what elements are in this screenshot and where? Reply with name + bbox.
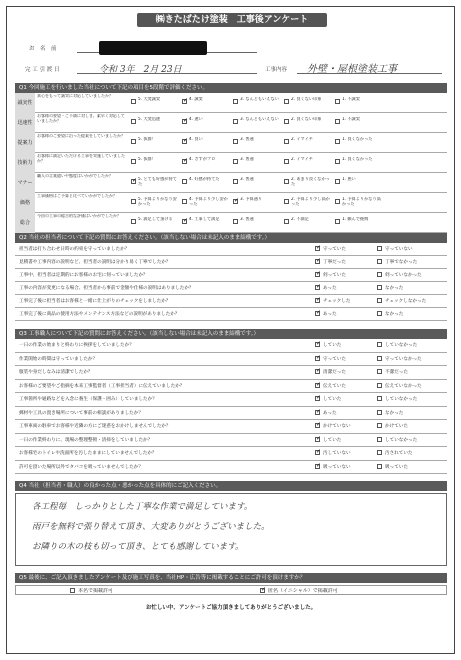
q1-row	[15, 193, 447, 213]
q2-option-a-checkbox[interactable]	[315, 311, 320, 316]
q1-option-checkbox[interactable]	[233, 119, 238, 124]
q3-option-a-checkbox[interactable]	[315, 356, 320, 361]
q1-option-label: 2. 不満足	[291, 217, 309, 221]
q1-option-checkbox[interactable]	[182, 159, 187, 164]
q3-option-a-label: していた	[323, 437, 342, 443]
q1-category: 提案力	[15, 133, 35, 153]
q1-option-label: 1. 不誠実	[342, 117, 360, 121]
q3-table	[7, 339, 456, 470]
q3-option-a-checkbox[interactable]	[315, 383, 320, 388]
q1-option-label: 4. 好感が持てた	[189, 177, 220, 181]
q3-option-b-checkbox[interactable]	[377, 383, 382, 388]
q3-question: 一日の作業終わりに、現場の整理整頓・清掃をしていましたか？	[19, 437, 153, 443]
q5-options	[15, 585, 447, 595]
q1-option-label: 2. 良くない印象	[291, 97, 322, 101]
q3-option-b-label: 吸っていた	[385, 464, 408, 470]
q1-option-checkbox[interactable]	[182, 179, 187, 184]
name-label: お 名 前	[29, 46, 57, 52]
q2-option-b-label: なかった	[385, 286, 404, 291]
q2-option-b-label: 守っていない	[385, 247, 413, 252]
q1-option-label: 4. 速い	[189, 117, 203, 121]
q3-option-a-label: していた	[323, 343, 342, 348]
q1-option-label: 3. なんともいえない	[240, 117, 279, 121]
q1-option-label: 3. 普通	[240, 137, 254, 141]
q5-option-a-checkbox[interactable]	[70, 588, 75, 593]
q1-option-checkbox[interactable]	[182, 219, 187, 224]
q3-option-b-label: 汚されていた	[385, 451, 413, 456]
q1-option-checkbox[interactable]	[284, 139, 289, 144]
q4-header: Q4 当社（担当者・職人）の良かった点・悪かった点を具体的にご記入ください。	[15, 481, 447, 491]
q3-question: お客様宅のトイレや洗面所を汚したままにしていませんでしたか？	[19, 451, 157, 456]
q3-option-a-checkbox[interactable]	[315, 450, 320, 455]
q2-option-a-checkbox[interactable]	[315, 298, 320, 303]
q1-option-label: 2. 良くない印象	[291, 117, 322, 121]
q1-option-checkbox[interactable]	[233, 199, 238, 204]
q3-option-b-label: 守っていなかった	[385, 356, 422, 362]
q1-option-checkbox[interactable]	[284, 99, 289, 104]
q1-option-label: 3. なんともいえない	[240, 97, 279, 101]
q3-question: 工事車両の駐車でお客様や近隣の方にご迷惑をおかけしませんでしたか？	[19, 424, 171, 429]
date-label: 完 工 引 渡 日	[25, 67, 60, 73]
q3-question: 一日の作業の始まりと終わりに挨拶をしていましたか？	[19, 343, 134, 348]
q1-option-label: 4. 良い	[189, 137, 203, 141]
q3-option-b-label: していなかった	[385, 343, 418, 348]
q3-option-b-label: していなかった	[385, 397, 418, 402]
q1-option-checkbox[interactable]	[335, 119, 340, 124]
q1-table	[7, 93, 456, 226]
q3-option-b-label: 伝えていなかった	[385, 383, 422, 389]
q1-option-checkbox[interactable]	[182, 199, 187, 204]
q1-option-checkbox[interactable]	[335, 219, 340, 224]
q3-question: 郵材や工具の置き場所について事前の相談がありましたか？	[19, 410, 143, 416]
q1-option-label: 4. 予算より少し安かった	[189, 197, 228, 206]
q1-option-label: 5. 予算よりかなり安かった	[138, 197, 177, 206]
q3-option-a-label: 伝えていた	[323, 383, 346, 389]
q1-option-label: 1. 良くなかった	[342, 157, 373, 161]
q1-option-checkbox[interactable]	[131, 99, 136, 104]
q2-option-a-checkbox[interactable]	[315, 285, 320, 290]
q1-option-checkbox[interactable]	[284, 219, 289, 224]
q3-question: お客様のご要望やご指摘を本来工事監督者（工事担当者）に伝えていましたか？	[19, 383, 185, 389]
q2-option-b-label: チェックしなかった	[385, 299, 427, 304]
q1-option-label: 3. 普通	[240, 177, 254, 181]
q1-category: 価格	[15, 193, 35, 213]
q1-option-checkbox[interactable]	[131, 179, 136, 184]
work-value: 外壁・屋根塗装工事	[307, 64, 397, 75]
q2-option-b-checkbox[interactable]	[377, 246, 382, 251]
survey-title-banner: ㈱きたばたけ塗装 工事後アンケート	[137, 13, 327, 27]
q2-question: 工事完了後に担当者はお客様と一緒に仕上がりのチェックをしましたか？	[19, 299, 171, 304]
q1-option-checkbox[interactable]	[335, 159, 340, 164]
q1-option-checkbox[interactable]	[233, 219, 238, 224]
q2-option-b-label: 伺っていなかった	[385, 273, 422, 278]
q1-category: 迅速性	[15, 113, 35, 133]
q3-row	[15, 420, 447, 434]
q2-row	[15, 308, 447, 321]
q2-row	[15, 295, 447, 308]
q3-question: 服装や身だしなみは清潔でしたか？	[19, 370, 93, 375]
q2-option-b-label: 丁寧でなかった	[385, 260, 418, 265]
q1-category: 技術力	[15, 153, 35, 173]
q3-option-b-label: なかった	[385, 410, 404, 416]
q1-option-checkbox[interactable]	[335, 179, 340, 184]
q1-header: Q1 今回施工を行いました当社について下記の項目を5段階で評価ください。	[15, 83, 447, 93]
q3-row	[15, 393, 447, 407]
q1-row	[15, 113, 447, 133]
q1-question: お客様のご要望に沿った提案をしていましたか？	[37, 134, 125, 138]
q1-option-label: 3. 普通	[240, 217, 254, 221]
q1-option-label: 5. とても好感が持てた	[138, 177, 177, 186]
q2-question: 工事完了後に商品の使用方法やメンテナンス方法などの説明がありましたか？	[19, 312, 180, 317]
q3-option-a-checkbox[interactable]	[315, 369, 320, 374]
q1-option-checkbox[interactable]	[284, 199, 289, 204]
q2-option-b-checkbox[interactable]	[377, 272, 382, 277]
q3-option-a-checkbox[interactable]	[315, 396, 320, 401]
q1-question: お客様の要望・ご不満に対しき、素早く対応していましたか？	[37, 114, 125, 123]
q1-category: 総合	[15, 213, 35, 233]
q3-question: 許可を頂いた場所以外でタバコを吸っていませんでしたか？	[19, 464, 143, 470]
q1-question: 職人の言葉遣いや態度はいかがでしたか？	[37, 174, 113, 178]
q3-option-b-checkbox[interactable]	[377, 437, 382, 442]
q3-question: 作業開始の時間は守っていましたか？	[19, 356, 98, 362]
q3-option-b-label: かけていた	[385, 424, 408, 429]
q3-option-a-label: かけていない	[323, 424, 351, 429]
q1-option-checkbox[interactable]	[131, 139, 136, 144]
q3-option-b-checkbox[interactable]	[377, 356, 382, 361]
q2-option-a-label: 丁寧だった	[323, 260, 346, 265]
redacted-name	[99, 41, 207, 55]
q2-row	[15, 243, 447, 256]
q3-option-b-checkbox[interactable]	[377, 410, 382, 415]
q1-category: マナー	[15, 173, 35, 193]
q2-row	[15, 282, 447, 295]
q2-option-a-label: あった	[323, 286, 337, 291]
q3-row	[15, 380, 447, 394]
q3-header: Q3 工事職人について下記の質問にお答えください。（該当しない場合は未記入のまま結構です。）	[15, 329, 447, 339]
q1-option-label: 1. 頼んで後悔	[342, 217, 369, 221]
q1-row	[15, 213, 447, 233]
q1-option-label: 1. 良くなかった	[342, 137, 373, 141]
q1-option-checkbox[interactable]	[131, 119, 136, 124]
q1-option-label: 5. 抜群！	[138, 137, 156, 141]
q2-question: 担当者は打ち合わせ日時の約束を守っていましたか？	[19, 247, 130, 252]
q1-option-label: 1. 悪い	[342, 177, 356, 181]
q1-option-label: 2. イマイチ	[291, 137, 313, 141]
q2-option-a-label: 伺っていた	[323, 273, 346, 278]
q1-row	[15, 173, 447, 193]
q3-option-b-checkbox[interactable]	[377, 423, 382, 428]
q1-option-label: 2. イマイチ	[291, 157, 313, 161]
q3-option-a-checkbox[interactable]	[315, 423, 320, 428]
q3-option-b-checkbox[interactable]	[377, 369, 382, 374]
q1-option-checkbox[interactable]	[233, 179, 238, 184]
q1-option-label: 4. 工事して満足	[189, 217, 220, 221]
q1-option-checkbox[interactable]	[131, 199, 136, 204]
q1-option-checkbox[interactable]	[335, 99, 340, 104]
q2-option-b-checkbox[interactable]	[377, 285, 382, 290]
q3-row	[15, 447, 447, 461]
survey-page	[6, 6, 455, 654]
q3-option-a-checkbox[interactable]	[315, 410, 320, 415]
q1-option-label: 5. 大変誠実	[138, 97, 161, 101]
q2-option-b-checkbox[interactable]	[377, 298, 382, 303]
q1-option-label: 4. さすがプロ	[189, 157, 216, 161]
q1-option-label: 5. 大変迅速	[138, 117, 161, 121]
q3-row	[15, 353, 447, 367]
q1-question: 真心をもって誠実に対応していましたか？	[37, 94, 113, 98]
q2-option-a-label: あった	[323, 312, 337, 317]
q3-row	[15, 407, 447, 421]
q1-option-checkbox[interactable]	[233, 139, 238, 144]
q1-option-label: 1. 予算よりかなり高かった	[342, 197, 381, 206]
q3-question: 工事箇所や通路などを入念に養生（保護・囲み）していましたか？	[19, 397, 157, 402]
q3-option-a-label: 清潔だった	[323, 370, 346, 375]
q2-row	[15, 256, 447, 269]
q1-row	[15, 153, 447, 173]
q1-option-checkbox[interactable]	[182, 99, 187, 104]
comment-line-3: お隣りの木の枝も切って頂き、とても感謝しています。	[32, 542, 244, 552]
q1-option-label: 5. 満足して頂ける	[138, 217, 173, 221]
q1-option-label: 2. 予算より少し高かった	[291, 197, 330, 206]
q2-question: 工事中、担当者は定期的にお客様のお宅に伺っていましたか？	[19, 273, 148, 278]
q2-option-a-label: 守っていた	[323, 247, 346, 252]
q1-option-checkbox[interactable]	[335, 199, 340, 204]
q3-option-b-checkbox[interactable]	[377, 464, 382, 469]
q3-option-a-checkbox[interactable]	[315, 342, 320, 347]
q1-option-label: 3. 予算通り	[240, 197, 263, 201]
q1-option-label: 5. 抜群！	[138, 157, 156, 161]
q1-option-label: 3. 普通	[240, 157, 254, 161]
q3-option-a-label: 吸っていない	[323, 464, 351, 470]
q2-option-a-checkbox[interactable]	[315, 272, 320, 277]
q1-option-checkbox[interactable]	[284, 159, 289, 164]
q2-table	[7, 243, 456, 317]
q1-option-checkbox[interactable]	[284, 179, 289, 184]
q3-option-a-label: 汚していない	[323, 451, 351, 456]
q3-row	[15, 366, 447, 380]
q2-question: 見積書や工事内容の説明など、担当者の説明は分かり易く丁寧でしたか？	[19, 260, 171, 265]
q5-header: Q5 最後に、ご記入頂きましたアンケート及び施工写真を、当社HP・広告等に掲載することにご許可を頂けますか？	[15, 573, 447, 583]
q1-row	[15, 133, 447, 153]
q3-row	[15, 434, 447, 448]
q2-option-b-checkbox[interactable]	[377, 311, 382, 316]
q1-option-checkbox[interactable]	[182, 119, 187, 124]
q2-option-b-label: なかった	[385, 312, 404, 317]
q3-option-a-checkbox[interactable]	[315, 437, 320, 442]
q3-option-b-checkbox[interactable]	[377, 396, 382, 401]
q1-option-checkbox[interactable]	[284, 119, 289, 124]
q2-header: Q2 当社の担当者について下記の質問にお答えください。（該当しない場合は未記入のまま結構です。）	[15, 233, 447, 243]
q1-option-checkbox[interactable]	[233, 99, 238, 104]
q3-option-a-label: あった	[323, 410, 337, 416]
q1-option-label: 2. あまり良くなかった	[291, 177, 330, 186]
q3-row	[15, 461, 447, 475]
q3-option-b-label: していなかった	[385, 437, 418, 443]
q5-option-b-label: 匿名（イニシャル）で掲載許可	[268, 588, 338, 594]
q2-option-a-checkbox[interactable]	[315, 246, 320, 251]
thanks-message: お忙しい中、アンケートご協力頂きましてありがとうございました。	[145, 605, 317, 611]
q1-option-label: 4. 誠実	[189, 97, 203, 101]
comment-line-1: 各工程毎 しっかりとした丁寧な作業で満足しています。	[32, 502, 253, 512]
q1-option-label: 1. 不誠実	[342, 97, 360, 101]
q1-question: 工事価格はご予算と比べていかがでしたか？	[37, 194, 117, 198]
q4-comment-box[interactable]	[15, 493, 447, 566]
q2-option-b-checkbox[interactable]	[377, 259, 382, 264]
q1-option-checkbox[interactable]	[182, 139, 187, 144]
q3-row	[15, 339, 447, 353]
q3-option-b-label: 不潔だった	[385, 370, 408, 375]
q1-option-checkbox[interactable]	[335, 139, 340, 144]
q1-category: 誠実性	[15, 93, 35, 113]
q1-option-checkbox[interactable]	[131, 159, 136, 164]
q2-row	[15, 269, 447, 282]
work-label: 工事内容	[265, 67, 288, 73]
q3-option-a-label: 守っていた	[323, 356, 346, 362]
q1-row	[15, 93, 447, 113]
q1-option-checkbox[interactable]	[233, 159, 238, 164]
q5-option-a-label: 本名で掲載許可	[78, 588, 114, 594]
q3-option-b-checkbox[interactable]	[377, 450, 382, 455]
q3-option-b-checkbox[interactable]	[377, 342, 382, 347]
comment-line-2: 雨戸を無料で張り替えて頂き、大変ありがとうございました。	[32, 522, 270, 532]
q2-option-a-checkbox[interactable]	[315, 259, 320, 264]
date-value: 令和 3年 2月 23日	[99, 65, 182, 75]
q1-question: お客様に満足いただける工事を実施していましたか？	[37, 154, 125, 163]
q1-question: 今回の工事の総合的な評価はいかがでしたか？	[37, 214, 121, 218]
q2-option-a-label: チェックした	[323, 299, 351, 304]
q3-option-a-label: していた	[323, 397, 342, 402]
q2-question: 工事の内容が変更になる場合、担当者から事前で金額や仕様の説明はありましたか？	[19, 286, 194, 291]
q5-option-b-checkbox[interactable]	[260, 588, 265, 593]
q3-option-a-checkbox[interactable]	[315, 464, 320, 469]
q1-option-checkbox[interactable]	[131, 219, 136, 224]
